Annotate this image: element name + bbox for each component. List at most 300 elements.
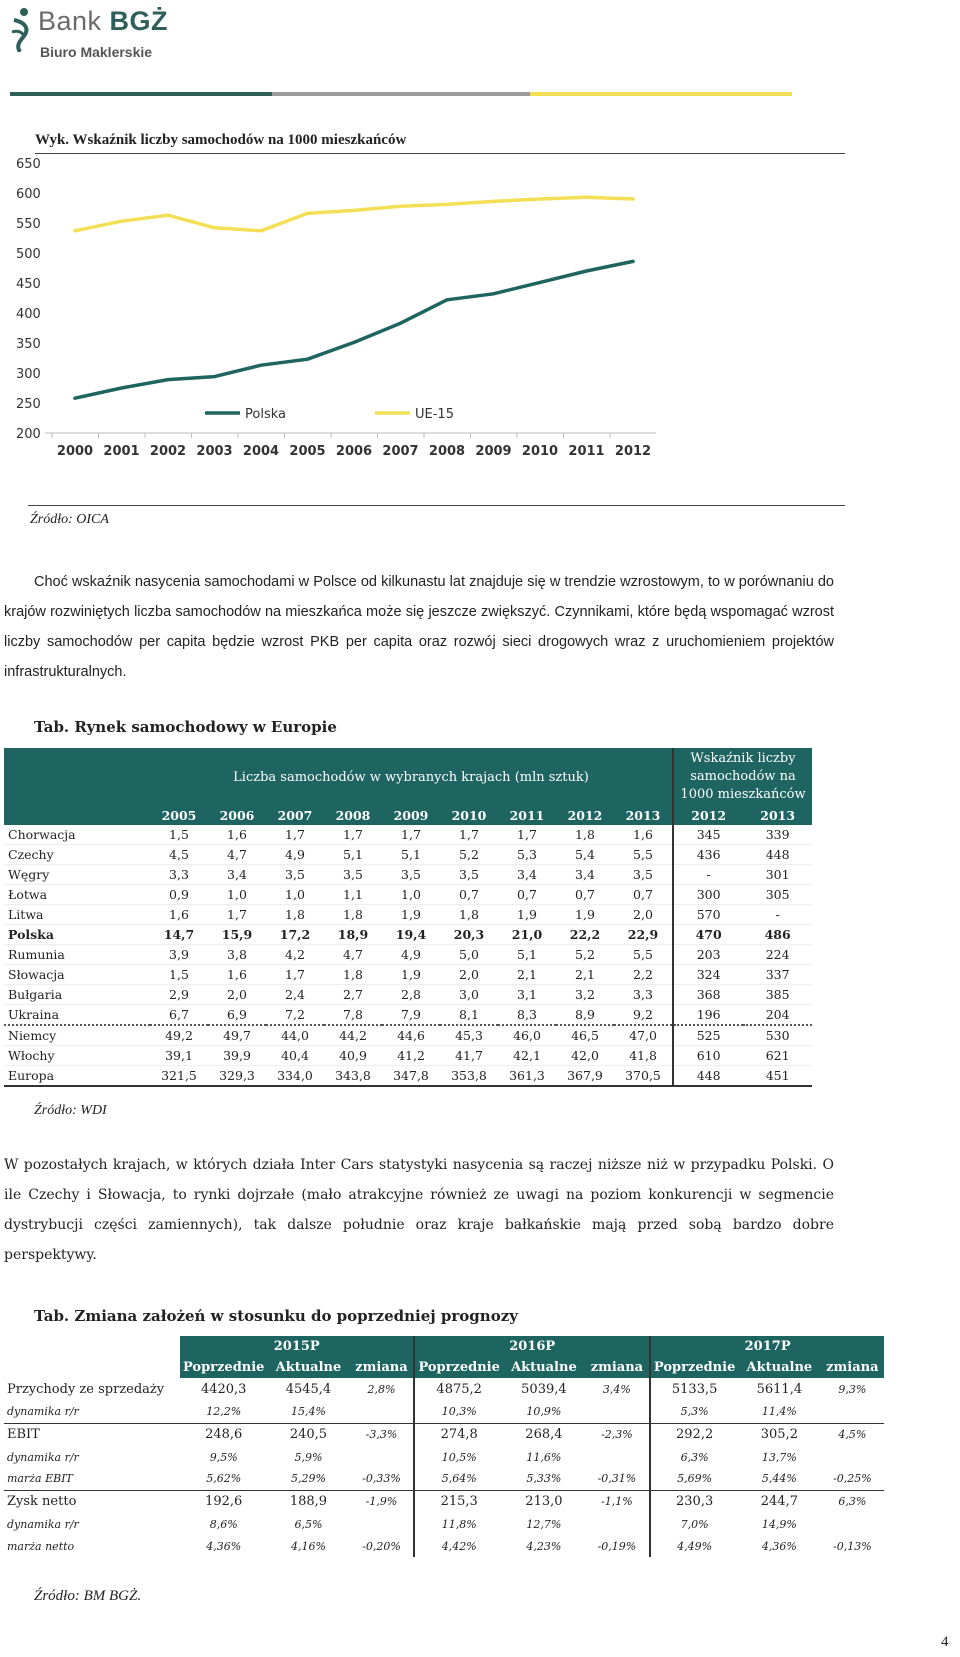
- subheader: Poprzednie: [180, 1357, 267, 1378]
- value-cell: 44,2: [324, 1025, 382, 1046]
- value-cell: 370,5: [614, 1066, 673, 1087]
- value-cell: 329,3: [208, 1066, 266, 1087]
- value-cell: 6,3%: [650, 1446, 738, 1468]
- value-cell: 3,5: [614, 865, 673, 885]
- table-row: [4, 1446, 884, 1468]
- body-paragraph-2: W pozostałych krajach, w których działa Inter Cars statystyki nasycenia są raczej niższe niż w przypadku Polski. O ile Czechy i Słowacja, to rynki dojrzałe (mało atrakcyjne również ze uwagi na poziom konkurencji w segmencie dystrybucji części zamiennych), tak dalsze południe oraz kraje bałkańskie mają przed sobą bardzo dobre perspektywy.: [4, 1157, 834, 1263]
- ratio-cell: 436: [673, 845, 743, 865]
- subheader: Aktualne: [503, 1357, 585, 1378]
- value-cell: 49,7: [208, 1025, 266, 1046]
- data-point: [167, 214, 170, 217]
- value-cell: 6,7: [150, 1005, 208, 1026]
- table-header-blank: [4, 806, 150, 825]
- x-tick-label: 2004: [242, 444, 280, 459]
- ratio-cell: 621: [743, 1046, 812, 1066]
- y-tick-label: 350: [16, 337, 41, 352]
- value-cell: -0,33%: [349, 1468, 414, 1490]
- y-tick-label: 250: [16, 397, 41, 412]
- data-point: [167, 378, 170, 381]
- ratio-cell: -: [743, 905, 812, 925]
- data-point: [120, 387, 123, 390]
- year-header: 2010: [440, 806, 498, 825]
- value-cell: 0,7: [440, 885, 498, 905]
- subheader: zmiana: [349, 1357, 414, 1378]
- value-cell: 3,0: [440, 985, 498, 1005]
- table-row: [4, 1025, 812, 1046]
- data-point: [213, 375, 216, 378]
- value-cell: 1,8: [556, 825, 614, 845]
- ratio-cell: 196: [673, 1005, 743, 1026]
- table-row: [4, 1468, 884, 1490]
- data-point: [120, 220, 123, 223]
- value-cell: 1,8: [324, 965, 382, 985]
- value-cell: 2,1: [498, 965, 556, 985]
- value-cell: 5,2: [440, 845, 498, 865]
- value-cell: 5,29%: [267, 1468, 349, 1490]
- value-cell: 334,0: [266, 1066, 324, 1087]
- data-point: [446, 203, 449, 206]
- value-cell: 8,6%: [209, 1517, 238, 1531]
- value-cell: 5,1: [382, 845, 440, 865]
- value-cell: 3,4: [208, 865, 266, 885]
- value-cell: 9,2: [614, 1005, 673, 1026]
- value-cell: 244,7: [760, 1494, 798, 1510]
- x-tick-label: 2012: [614, 444, 652, 459]
- country-name: Czechy: [4, 845, 150, 865]
- value-cell: 1,6: [614, 825, 673, 845]
- figure-title-rule: [35, 153, 845, 154]
- value-cell: 45,3: [440, 1025, 498, 1046]
- value-cell: -1,9%: [365, 1495, 398, 1509]
- figure-bottom-rule: [28, 505, 845, 506]
- subheader: Poprzednie: [650, 1357, 738, 1378]
- value-cell: 9,3%: [838, 1383, 867, 1396]
- table-row: [4, 965, 812, 985]
- y-tick-label: 450: [16, 277, 41, 292]
- ratio-cell: 301: [743, 865, 812, 885]
- table2-title: Tab. Zmiana założeń w stosunku do poprzedniej prognozy: [34, 1307, 518, 1325]
- year-header: 2008: [324, 806, 382, 825]
- table-row: [4, 885, 812, 905]
- value-cell: 22,2: [556, 925, 614, 945]
- value-cell: 343,8: [324, 1066, 382, 1087]
- ratio-cell: 448: [743, 845, 812, 865]
- country-name: Europa: [4, 1066, 150, 1087]
- table-row: [4, 825, 812, 845]
- data-point: [306, 358, 309, 361]
- value-cell: 10,9%: [503, 1401, 585, 1423]
- table1-source: Źródło: WDI: [34, 1103, 107, 1118]
- body-paragraph-1: Choć wskaźnik nasycenia samochodami w Polsce od kilkunastu lat znajduje się w trendzie wzrostowym, to w porównaniu do krajów rozwiniętych liczba samochodów na mieszkańca może się jeszcze zwiększyć. Czynnikami, które będą wspomagać wzrost liczby samochodów per capita będzie wzrost PKB per capita oraz rozwój sieci drogowych wraz z uruchomieniem projektów infrastrukturalnych.: [4, 574, 834, 680]
- year-header: 2009: [382, 806, 440, 825]
- value-cell: 1,7: [498, 825, 556, 845]
- value-cell: 268,4: [525, 1427, 563, 1443]
- x-tick-label: 2005: [289, 444, 326, 459]
- value-cell: [349, 1401, 414, 1423]
- value-cell: [820, 1513, 884, 1535]
- data-point: [492, 200, 495, 203]
- value-cell: 1,7: [440, 825, 498, 845]
- value-cell: 4420,3: [200, 1382, 247, 1397]
- value-cell: 230,3: [650, 1490, 738, 1513]
- data-point: [74, 229, 77, 232]
- value-cell: 3,3: [150, 865, 208, 885]
- value-cell: 44,6: [382, 1025, 440, 1046]
- ratio-cell: -: [673, 865, 743, 885]
- value-cell: 5,4: [556, 845, 614, 865]
- value-cell: 39,1: [150, 1046, 208, 1066]
- value-cell: 12,7%: [526, 1517, 562, 1531]
- value-cell: 4,5: [150, 845, 208, 865]
- country-name: Węgry: [4, 865, 150, 885]
- country-name: Łotwa: [4, 885, 150, 905]
- value-cell: [820, 1401, 884, 1423]
- series-line-polska: [75, 261, 633, 398]
- data-point: [492, 292, 495, 295]
- value-cell: 1,8: [440, 905, 498, 925]
- period-header: 2017P: [650, 1336, 884, 1357]
- value-cell: 3,1: [498, 985, 556, 1005]
- data-point: [632, 198, 635, 201]
- table-row: [4, 1490, 884, 1513]
- data-point: [260, 229, 263, 232]
- value-cell: 5,33%: [503, 1468, 585, 1490]
- series-line-ue-15: [75, 197, 633, 231]
- x-tick-label: 2001: [103, 444, 140, 459]
- value-cell: 8,9: [556, 1005, 614, 1026]
- value-cell: 4,7: [324, 945, 382, 965]
- value-cell: 10,5%: [414, 1446, 502, 1468]
- subheader: Aktualne: [738, 1357, 820, 1378]
- data-point: [353, 209, 356, 212]
- y-tick-label: 650: [16, 157, 41, 172]
- year-header: 2013: [743, 806, 812, 825]
- row-label: marża netto: [7, 1539, 75, 1553]
- value-cell: 4,16%: [290, 1539, 326, 1553]
- value-cell: 3,3: [614, 985, 673, 1005]
- value-cell: 2,4: [266, 985, 324, 1005]
- value-cell: 5,62%: [180, 1468, 267, 1490]
- value-cell: 11,6%: [526, 1450, 562, 1464]
- value-cell: 22,9: [614, 925, 673, 945]
- value-cell: 1,0: [208, 885, 266, 905]
- data-point: [446, 298, 449, 301]
- value-cell: 0,7: [556, 885, 614, 905]
- ratio-cell: 385: [743, 985, 812, 1005]
- value-cell: 0,9: [150, 885, 208, 905]
- value-cell: 5,0: [440, 945, 498, 965]
- value-cell: 5,44%: [738, 1468, 820, 1490]
- value-cell: 4,7: [208, 845, 266, 865]
- value-cell: 11,8%: [414, 1513, 502, 1535]
- value-cell: 1,7: [382, 825, 440, 845]
- country-name: Ukraina: [4, 1005, 150, 1026]
- value-cell: 5,1: [498, 945, 556, 965]
- country-name: Rumunia: [4, 945, 150, 965]
- value-cell: [349, 1446, 414, 1468]
- value-cell: 40,4: [266, 1046, 324, 1066]
- ratio-cell: 345: [673, 825, 743, 845]
- value-cell: 41,8: [614, 1046, 673, 1066]
- value-cell: 1,7: [324, 825, 382, 845]
- header-rule-gray: [272, 92, 530, 96]
- subheader: zmiana: [820, 1357, 884, 1378]
- data-point: [353, 341, 356, 344]
- table-row: [4, 1005, 812, 1026]
- value-cell: 3,2: [556, 985, 614, 1005]
- value-cell: 7,2: [266, 1005, 324, 1026]
- value-cell: 7,9: [382, 1005, 440, 1026]
- data-point: [213, 226, 216, 229]
- value-cell: [585, 1401, 650, 1423]
- ratio-cell: 486: [743, 925, 812, 945]
- x-tick-label: 2000: [56, 444, 94, 459]
- value-cell: 2,8: [382, 985, 440, 1005]
- figure-source: Źródło: OICA: [30, 512, 109, 527]
- data-point: [399, 322, 402, 325]
- table1-title: Tab. Rynek samochodowy w Europie: [34, 718, 337, 736]
- value-cell: 2,0: [440, 965, 498, 985]
- value-cell: 2,9: [150, 985, 208, 1005]
- ratio-cell: 203: [673, 945, 743, 965]
- value-cell: 3,4: [498, 865, 556, 885]
- value-cell: 321,5: [150, 1066, 208, 1087]
- ratio-cell: 224: [743, 945, 812, 965]
- ratio-cell: 470: [673, 925, 743, 945]
- value-cell: [585, 1513, 650, 1535]
- value-cell: 11,4%: [738, 1401, 820, 1423]
- country-name: Niemcy: [4, 1025, 150, 1046]
- value-cell: 18,9: [324, 925, 382, 945]
- value-cell: -0,19%: [597, 1539, 637, 1553]
- forecast-changes-table: [4, 1336, 884, 1557]
- value-cell: 4545,4: [285, 1382, 332, 1397]
- value-cell: 42,0: [556, 1046, 614, 1066]
- value-cell: 20,3: [440, 925, 498, 945]
- value-cell: 1,7: [208, 905, 266, 925]
- table-header-blank: [4, 1336, 180, 1357]
- value-cell: 1,9: [382, 965, 440, 985]
- value-cell: 10,3%: [414, 1401, 502, 1423]
- value-cell: 1,9: [498, 905, 556, 925]
- table-row: [4, 845, 812, 865]
- table2-source: Źródło: BM BGŻ.: [34, 1588, 142, 1604]
- value-cell: 1,7: [266, 825, 324, 845]
- year-header: 2013: [614, 806, 673, 825]
- table-header-group-ratio: Wskaźnik liczby samochodów na 1000 mieszkańców: [673, 748, 812, 806]
- y-tick-label: 400: [16, 307, 41, 322]
- value-cell: 4,9: [382, 945, 440, 965]
- value-cell: 21,0: [498, 925, 556, 945]
- country-name: Polska: [4, 925, 150, 945]
- row-label: dynamika r/r: [7, 1450, 79, 1464]
- value-cell: 7,0%: [650, 1513, 738, 1535]
- value-cell: 42,1: [498, 1046, 556, 1066]
- value-cell: 0,7: [614, 885, 673, 905]
- ratio-cell: 530: [743, 1025, 812, 1046]
- table-row: [4, 1513, 884, 1535]
- ratio-cell: 339: [743, 825, 812, 845]
- page-number: 4: [941, 1634, 949, 1650]
- table-row: [4, 1423, 884, 1446]
- ratio-cell: 525: [673, 1025, 743, 1046]
- value-cell: 44,0: [266, 1025, 324, 1046]
- value-cell: 12,2%: [180, 1401, 267, 1423]
- value-cell: 46,0: [498, 1025, 556, 1046]
- figure-title: Wyk. Wskaźnik liczby samochodów na 1000 mieszkańców: [35, 132, 407, 148]
- ratio-cell: 368: [673, 985, 743, 1005]
- header-rule-yellow: [530, 92, 792, 96]
- table-row: [4, 1066, 812, 1087]
- value-cell: 15,4%: [267, 1401, 349, 1423]
- value-cell: 0,7: [498, 885, 556, 905]
- header-rule-green: [10, 92, 272, 96]
- value-cell: 188,9: [289, 1494, 328, 1510]
- table-row: [4, 1535, 884, 1557]
- legend-label: Polska: [245, 407, 286, 422]
- year-header: 2006: [208, 806, 266, 825]
- table-header-blank: [4, 1357, 180, 1378]
- data-point: [539, 198, 542, 201]
- value-cell: 5,5: [614, 945, 673, 965]
- table-row: [4, 1046, 812, 1066]
- value-cell: 3,4%: [602, 1383, 631, 1396]
- value-cell: 240,5: [289, 1427, 328, 1443]
- value-cell: -3,3%: [365, 1428, 398, 1442]
- line-chart: [0, 155, 700, 490]
- value-cell: -2,3%: [601, 1428, 633, 1442]
- value-cell: 3,5: [382, 865, 440, 885]
- value-cell: 2,7: [324, 985, 382, 1005]
- value-cell: 274,8: [414, 1423, 502, 1446]
- value-cell: 215,3: [414, 1490, 502, 1513]
- value-cell: 248,6: [205, 1427, 243, 1443]
- row-label: marża EBIT: [4, 1468, 180, 1490]
- x-tick-label: 2002: [149, 444, 187, 459]
- value-cell: 2,8%: [367, 1383, 396, 1396]
- value-cell: -0,13%: [833, 1539, 872, 1553]
- ratio-cell: 337: [743, 965, 812, 985]
- brand-logo-text: Bank BGŻ: [38, 6, 169, 36]
- country-name: Słowacja: [4, 965, 150, 985]
- value-cell: 2,0: [208, 985, 266, 1005]
- table-row: [4, 925, 812, 945]
- row-label: EBIT: [7, 1427, 40, 1443]
- year-header: 2007: [266, 806, 324, 825]
- value-cell: 5039,4: [521, 1382, 567, 1397]
- value-cell: -0,20%: [362, 1539, 401, 1553]
- value-cell: 5,69%: [650, 1468, 738, 1490]
- x-tick-label: 2006: [335, 444, 373, 459]
- legend-label: UE-15: [415, 407, 454, 422]
- data-point: [74, 397, 77, 400]
- value-cell: 4,2: [266, 945, 324, 965]
- value-cell: 47,0: [614, 1025, 673, 1046]
- year-header: 2011: [498, 806, 556, 825]
- x-tick-label: 2010: [521, 444, 559, 459]
- value-cell: 1,0: [266, 885, 324, 905]
- value-cell: 19,4: [382, 925, 440, 945]
- data-point: [585, 270, 588, 273]
- ratio-cell: 570: [673, 905, 743, 925]
- value-cell: [349, 1513, 414, 1535]
- x-tick-label: 2009: [475, 444, 512, 459]
- row-label: dynamika r/r: [7, 1517, 79, 1531]
- ratio-cell: 305: [743, 885, 812, 905]
- brand-subtitle: Biuro Maklerskie: [40, 44, 153, 60]
- year-header: 2005: [150, 806, 208, 825]
- bank-logo-icon: [10, 6, 36, 52]
- value-cell: 5133,5: [650, 1378, 738, 1401]
- value-cell: 361,3: [498, 1066, 556, 1087]
- data-point: [632, 260, 635, 263]
- period-header: 2016P: [414, 1336, 649, 1357]
- value-cell: 3,4: [556, 865, 614, 885]
- x-tick-label: 2008: [428, 444, 466, 459]
- value-cell: 2,1: [556, 965, 614, 985]
- value-cell: 2,0: [614, 905, 673, 925]
- x-tick-label: 2003: [196, 444, 233, 459]
- value-cell: 5,1: [324, 845, 382, 865]
- row-label: dynamika r/r: [4, 1401, 180, 1423]
- y-tick-label: 500: [16, 247, 41, 262]
- value-cell: 3,5: [266, 865, 324, 885]
- ratio-cell: 448: [673, 1066, 743, 1087]
- value-cell: 192,6: [205, 1494, 243, 1510]
- row-label: Zysk netto: [7, 1494, 77, 1510]
- value-cell: 5,3%: [650, 1401, 738, 1423]
- value-cell: [585, 1446, 650, 1468]
- value-cell: 6,9: [208, 1005, 266, 1026]
- table-row: [4, 1401, 884, 1423]
- value-cell: 40,9: [324, 1046, 382, 1066]
- value-cell: 1,6: [208, 825, 266, 845]
- value-cell: 1,5: [150, 965, 208, 985]
- ratio-cell: 451: [743, 1066, 812, 1087]
- row-label: Przychody ze sprzedaży: [7, 1382, 165, 1397]
- value-cell: 4,42%: [414, 1535, 502, 1557]
- value-cell: 5,2: [556, 945, 614, 965]
- ratio-cell: 300: [673, 885, 743, 905]
- value-cell: 13,7%: [761, 1450, 797, 1464]
- value-cell: 292,2: [650, 1423, 738, 1446]
- value-cell: 4,49%: [650, 1535, 738, 1557]
- value-cell: 353,8: [440, 1066, 498, 1087]
- value-cell: 5,64%: [414, 1468, 502, 1490]
- value-cell: 4,9: [266, 845, 324, 865]
- ratio-cell: 324: [673, 965, 743, 985]
- x-tick-label: 2007: [382, 444, 419, 459]
- table-row: [4, 865, 812, 885]
- y-tick-label: 600: [16, 187, 41, 202]
- table-header-blank: [4, 748, 150, 806]
- value-cell: 3,5: [440, 865, 498, 885]
- value-cell: 1,9: [382, 905, 440, 925]
- data-point: [539, 281, 542, 284]
- value-cell: -0,31%: [585, 1468, 650, 1490]
- table-row: [4, 985, 812, 1005]
- table-row: [4, 945, 812, 965]
- value-cell: 9,5%: [209, 1450, 238, 1464]
- value-cell: 213,0: [525, 1494, 563, 1510]
- subheader: Poprzednie: [414, 1357, 502, 1378]
- year-header: 2012: [673, 806, 743, 825]
- table-row: [4, 1378, 884, 1401]
- car-market-table: [4, 748, 812, 1087]
- value-cell: 4,36%: [206, 1539, 242, 1553]
- value-cell: 15,9: [208, 925, 266, 945]
- country-name: Litwa: [4, 905, 150, 925]
